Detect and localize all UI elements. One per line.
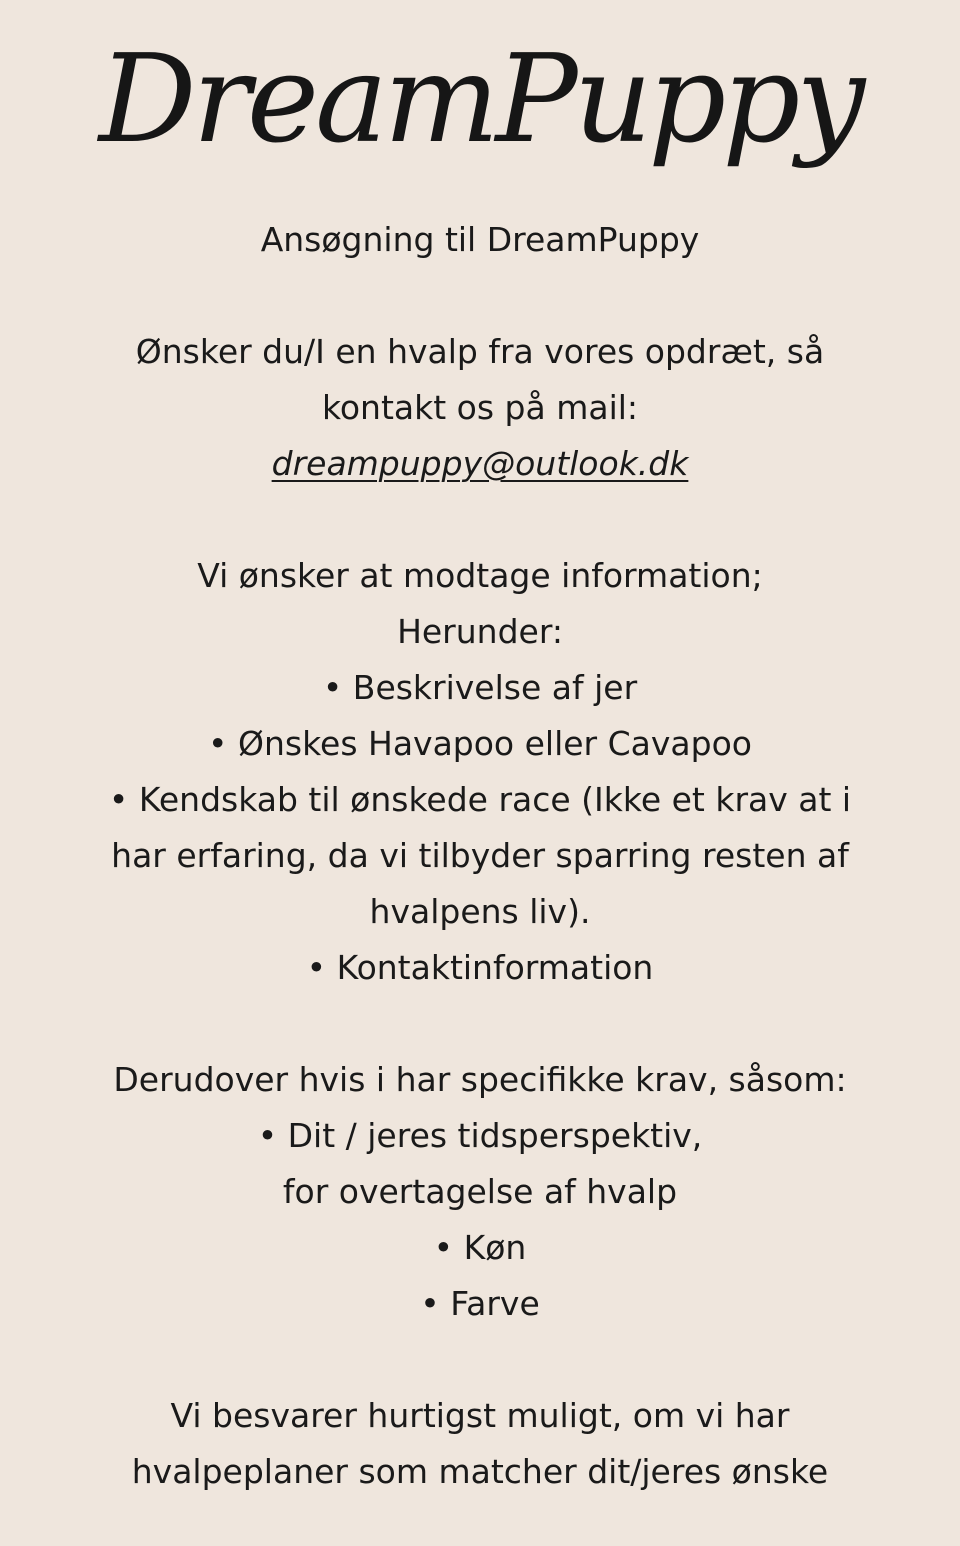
contact-line-1: Ønsker du/I en hvalp fra vores opdræt, så	[135, 332, 825, 371]
info-lead: Vi ønsker at modtage information;	[197, 556, 763, 595]
spacer	[40, 996, 920, 1052]
closing-line-1: Vi besvarer hurtigst muligt, om vi har	[170, 1396, 790, 1435]
email-link[interactable]: dreampuppy@outlook.dk	[271, 444, 689, 483]
requirements-lead: Derudover hvis i har specifikke krav, såsom:	[113, 1060, 847, 1099]
info-bullet: • Beskrivelse af jer	[322, 668, 638, 707]
info-bullet-continued: har erfaring, da vi tilbyder sparring resten af	[111, 836, 849, 875]
spacer	[40, 1332, 920, 1388]
info-bullet: • Ønskes Havapoo eller Cavapoo	[208, 724, 752, 763]
dreampuppy-logo: DreamPuppy	[98, 28, 862, 170]
requirements-bullet: • Dit / jeres tidsperspektiv,	[257, 1116, 703, 1155]
requirements-bullet: • Køn	[433, 1228, 527, 1267]
email-line	[40, 436, 920, 492]
contact-line-2: kontakt os på mail:	[321, 388, 639, 427]
closing-line-2: hvalpeplaner som matcher dit/jeres ønske	[131, 1452, 829, 1491]
page-title: Ansøgning til DreamPuppy	[260, 220, 700, 259]
requirements-bullet-continued: for overtagelse af hvalp	[282, 1172, 678, 1211]
info-bullet-continued: hvalpens liv).	[369, 892, 591, 931]
application-text	[40, 212, 920, 1500]
spacer	[40, 492, 920, 548]
info-bullet: • Kendskab til ønskede race (Ikke et krav at i	[108, 780, 852, 819]
spacer	[40, 268, 920, 324]
info-bullet: • Kontaktinformation	[306, 948, 654, 987]
info-sub: Herunder:	[397, 612, 563, 651]
requirements-bullet: • Farve	[420, 1284, 540, 1323]
